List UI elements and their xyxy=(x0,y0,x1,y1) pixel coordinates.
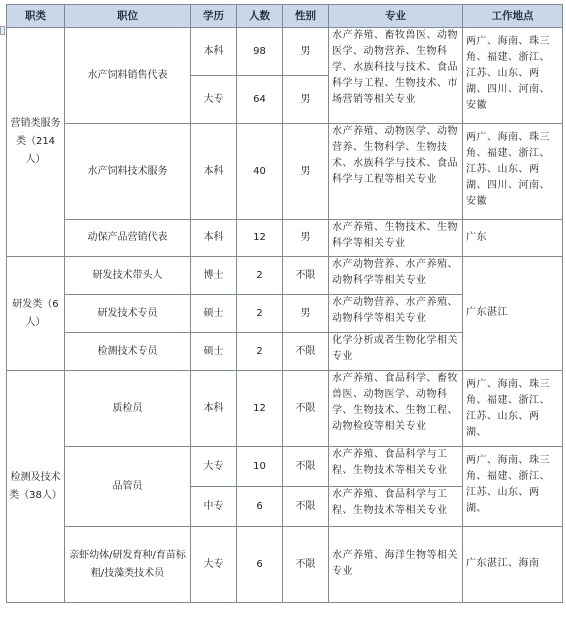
gender-cell: 不限 xyxy=(283,527,329,603)
gender-cell: 不限 xyxy=(283,371,329,447)
degree-cell: 本科 xyxy=(191,28,237,76)
location-cell: 广东湛江、海南 xyxy=(463,527,563,603)
major-cell: 水产动物营养、水产养殖、动物科学等相关专业 xyxy=(329,257,463,295)
location-cell: 两广、海南、珠三角、福建、浙江、江苏、山东、两湖、 xyxy=(463,447,563,527)
count-cell: 10 xyxy=(237,447,283,487)
gender-cell: 不限 xyxy=(283,333,329,371)
location-cell: 两广、海南、珠三角、福建、浙江、江苏、山东、两湖、四川、河南、安徽 xyxy=(463,28,563,124)
count-cell: 2 xyxy=(237,333,283,371)
position-cell: 品管员 xyxy=(65,447,191,527)
category-cell: 检测及技术类（38人） xyxy=(7,371,65,603)
table-row xyxy=(7,28,563,76)
table-row xyxy=(7,124,563,220)
header-count: 人数 xyxy=(237,5,283,28)
gender-cell: 男 xyxy=(283,76,329,124)
position-cell: 水产饲料销售代表 xyxy=(65,28,191,124)
count-cell: 2 xyxy=(237,295,283,333)
category-cell: 营销类服务类（214人） xyxy=(7,28,65,257)
gender-cell: 男 xyxy=(283,220,329,257)
recruitment-table xyxy=(6,4,563,603)
table-move-handle-icon[interactable] xyxy=(0,26,5,35)
degree-cell: 大专 xyxy=(191,447,237,487)
table-row xyxy=(7,220,563,257)
major-cell: 化学分析或者生物化学相关专业 xyxy=(329,333,463,371)
major-cell: 水产养殖、食品科学与工程、生物技术等相关专业 xyxy=(329,487,463,527)
major-cell: 水产养殖、食品科学、畜牧兽医、动物医学、动物科学、生物技术、生物工程、动物检疫等相关专业 xyxy=(329,371,463,447)
degree-cell: 中专 xyxy=(191,487,237,527)
count-cell: 6 xyxy=(237,527,283,603)
table-row xyxy=(7,447,563,487)
header-row xyxy=(7,5,563,28)
major-cell: 水产养殖、动物医学、动物营养、生物科学、生物技术、水族科学与技术、食品科学与工程等相关专业 xyxy=(329,124,463,220)
location-cell: 广东湛江 xyxy=(463,257,563,371)
major-cell: 水产养殖、生物技术、生物科学等相关专业 xyxy=(329,220,463,257)
position-cell: 亲虾幼体/研发育种/育苗标粗/技藻类技术员 xyxy=(65,527,191,603)
gender-cell: 男 xyxy=(283,28,329,76)
degree-cell: 硕士 xyxy=(191,333,237,371)
major-cell: 水产养殖、食品科学与工程、生物技术等相关专业 xyxy=(329,447,463,487)
position-cell: 研发技术带头人 xyxy=(65,257,191,295)
header-location: 工作地点 xyxy=(463,5,563,28)
degree-cell: 大专 xyxy=(191,527,237,603)
header-major: 专业 xyxy=(329,5,463,28)
position-cell: 质检员 xyxy=(65,371,191,447)
degree-cell: 博士 xyxy=(191,257,237,295)
count-cell: 64 xyxy=(237,76,283,124)
major-cell: 水产动物营养、水产养殖、动物科学等相关专业 xyxy=(329,295,463,333)
degree-cell: 硕士 xyxy=(191,295,237,333)
count-cell: 12 xyxy=(237,371,283,447)
header-degree: 学历 xyxy=(191,5,237,28)
gender-cell: 男 xyxy=(283,124,329,220)
location-cell: 两广、海南、珠三角、福建、浙江、江苏、山东、两湖、 xyxy=(463,371,563,447)
degree-cell: 大专 xyxy=(191,76,237,124)
position-cell: 动保产品营销代表 xyxy=(65,220,191,257)
gender-cell: 不限 xyxy=(283,487,329,527)
count-cell: 12 xyxy=(237,220,283,257)
degree-cell: 本科 xyxy=(191,124,237,220)
table-row xyxy=(7,527,563,603)
header-category: 职类 xyxy=(7,5,65,28)
major-cell: 水产养殖、海洋生物等相关专业 xyxy=(329,527,463,603)
count-cell: 98 xyxy=(237,28,283,76)
count-cell: 40 xyxy=(237,124,283,220)
header-gender: 性别 xyxy=(283,5,329,28)
count-cell: 2 xyxy=(237,257,283,295)
gender-cell: 不限 xyxy=(283,447,329,487)
category-cell: 研发类（6人） xyxy=(7,257,65,371)
gender-cell: 男 xyxy=(283,295,329,333)
header-position: 职位 xyxy=(65,5,191,28)
location-cell: 两广、海南、珠三角、福建、浙江、江苏、山东、两湖、四川、河南、安徽 xyxy=(463,124,563,220)
position-cell: 研发技术专员 xyxy=(65,295,191,333)
location-cell: 广东 xyxy=(463,220,563,257)
position-cell: 检测技术专员 xyxy=(65,333,191,371)
degree-cell: 本科 xyxy=(191,371,237,447)
position-cell: 水产饲料技术服务 xyxy=(65,124,191,220)
table-row xyxy=(7,371,563,447)
degree-cell: 本科 xyxy=(191,220,237,257)
gender-cell: 不限 xyxy=(283,257,329,295)
major-cell: 水产养殖、畜牧兽医、动物医学、动物营养、生物科学、水族科技与技术、食品科学与工程、生物技术、市场营销等相关专业 xyxy=(329,28,463,124)
count-cell: 6 xyxy=(237,487,283,527)
table-row xyxy=(7,257,563,295)
